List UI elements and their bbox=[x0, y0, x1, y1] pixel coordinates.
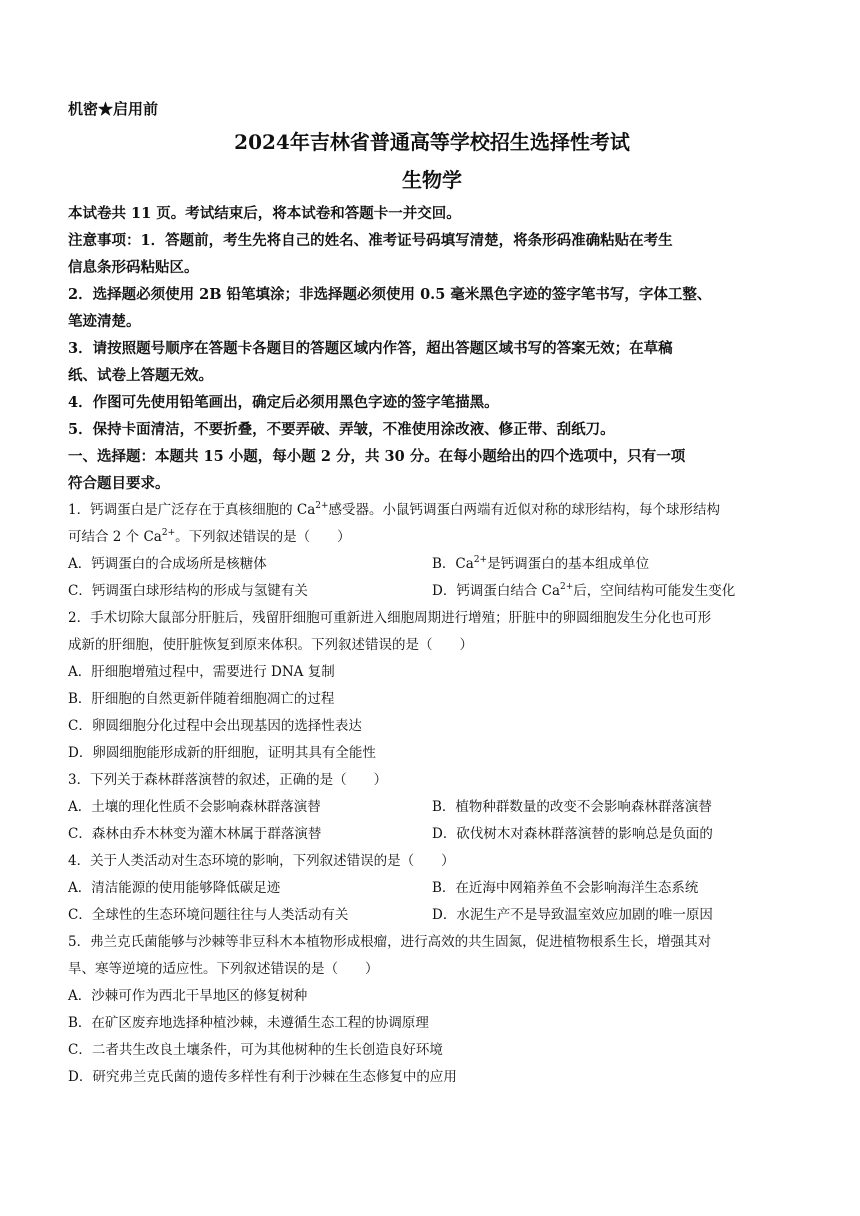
q1-superscript: 2+ bbox=[315, 501, 329, 511]
q1-text-b: 感受器。小鼠钙调蛋白两端有近似对称的球形结构，每个球形结构 bbox=[328, 502, 721, 518]
q1-option-d-text-b: 后，空间结构可能发生变化 bbox=[573, 583, 736, 599]
q1-option-b bbox=[432, 551, 796, 578]
question-2-stem-line-1: 2．手术切除大鼠部分肝脏后，残留肝细胞可重新进入细胞周期进行增殖；肝脏中的卵圆细胞发生分化也可形 bbox=[68, 610, 712, 626]
q2-option-b: B．肝细胞的自然更新伴随着细胞凋亡的过程 bbox=[68, 691, 335, 707]
question-4-stem: 4．关于人类活动对生态环境的影响，下列叙述错误的是（ ） bbox=[68, 853, 455, 869]
q1-option-b-text-a: B．Ca bbox=[432, 556, 474, 572]
q1-text-d: 。下列叙述错误的是（ ） bbox=[175, 529, 351, 545]
question-2-stem-line-2: 成新的肝细胞，使肝脏恢复到原来体积。下列叙述错误的是（ ） bbox=[68, 637, 473, 653]
q1-option-d-text-a: D．钙调蛋白结合 Ca bbox=[432, 583, 560, 599]
question-5-stem-line-2: 旱、寒等逆境的适应性。下列叙述错误的是（ ） bbox=[68, 961, 379, 977]
q1-option-c: C．钙调蛋白球形结构的形成与氢键有关 bbox=[68, 583, 308, 599]
q3-option-d: D．砍伐树木对森林群落演替的影响总是负面的 bbox=[432, 826, 713, 842]
question-2 bbox=[68, 605, 796, 767]
note-4: 4．作图可先使用铅笔画出，确定后必须用黑色字迹的签字笔描黑。 bbox=[68, 394, 499, 411]
question-4 bbox=[68, 848, 796, 929]
subject-title: 生物学 bbox=[402, 168, 462, 192]
q5-option-a: A．沙棘可作为西北干旱地区的修复树种 bbox=[68, 988, 308, 1004]
q1-superscript: 2+ bbox=[560, 582, 574, 592]
section-heading-line-1: 一、选择题：本题共 15 小题，每小题 2 分，共 30 分。在每小题给出的四个选项中，只有一项 bbox=[68, 448, 686, 465]
exam-title: 2024年吉林省普通高等学校招生选择性考试 bbox=[234, 130, 630, 154]
q1-option-b-text-b: 是钙调蛋白的基本组成单位 bbox=[487, 556, 650, 572]
q4-option-a: A．清洁能源的使用能够降低碳足迹 bbox=[68, 880, 281, 896]
q5-option-b: B．在矿区废弃地选择种植沙棘，未遵循生态工程的协调原理 bbox=[68, 1015, 429, 1031]
note-2-line-2: 笔迹清楚。 bbox=[68, 313, 141, 330]
section-heading bbox=[68, 443, 796, 497]
q3-option-a: A．土壤的理化性质不会影响森林群落演替 bbox=[68, 799, 321, 815]
q5-option-c: C．二者共生改良土壤条件，可为其他树种的生长创造良好环境 bbox=[68, 1042, 443, 1058]
question-5 bbox=[68, 929, 796, 1091]
question-1-stem-line-1 bbox=[68, 497, 796, 524]
q1-superscript: 2+ bbox=[161, 528, 176, 538]
question-3-stem: 3．下列关于森林群落演替的叙述，正确的是（ ） bbox=[68, 772, 388, 788]
section-heading-line-2: 符合题目要求。 bbox=[68, 475, 170, 492]
confidential-label: 机密★启用前 bbox=[68, 100, 159, 118]
note-3-line-2: 纸、试卷上答题无效。 bbox=[68, 367, 213, 384]
q2-option-d: D．卵圆细胞能形成新的肝细胞，证明其具有全能性 bbox=[68, 745, 376, 761]
exam-page bbox=[68, 92, 796, 1091]
q3-option-b: B．植物种群数量的改变不会影响森林群落演替 bbox=[432, 799, 712, 815]
note-3-line-1: 3．请按照题号顺序在答题卡各题目的答题区域内作答，超出答题区域书写的答案无效；在草稿 bbox=[68, 340, 673, 357]
question-1 bbox=[68, 497, 796, 605]
question-1-stem-line-2 bbox=[68, 524, 796, 551]
intro-line: 本试卷共 11 页。考试结束后，将本试卷和答题卡一并交回。 bbox=[68, 205, 461, 222]
note-1-line-2: 信息条形码粘贴区。 bbox=[68, 259, 199, 276]
q1-text-c: 可结合 2 个 Ca bbox=[68, 529, 162, 545]
q1-option-a: A．钙调蛋白的合成场所是核糖体 bbox=[68, 556, 267, 572]
q3-option-c: C．森林由乔木林变为灌木林属于群落演替 bbox=[68, 826, 322, 842]
instructions bbox=[68, 200, 796, 443]
q2-option-a: A．肝细胞增殖过程中，需要进行 DNA 复制 bbox=[68, 664, 335, 680]
question-3 bbox=[68, 767, 796, 848]
question-5-stem-line-1: 5．弗兰克氏菌能够与沙棘等非豆科木本植物形成根瘤，进行高效的共生固氮，促进植物根系生长，增强其对 bbox=[68, 934, 712, 950]
q1-superscript: 2+ bbox=[473, 555, 488, 565]
q5-option-d: D．研究弗兰克氏菌的遗传多样性有利于沙棘在生态修复中的应用 bbox=[68, 1069, 457, 1085]
q1-text-a: 1．钙调蛋白是广泛存在于真核细胞的 Ca bbox=[68, 502, 316, 518]
note-2-line-1: 2．选择题必须使用 2B 铅笔填涂；非选择题必须使用 0.5 毫米黑色字迹的签字笔书写，字体工整、 bbox=[68, 286, 712, 303]
note-1-line-1: 注意事项：1．答题前，考生先将自己的姓名、准考证号码填写清楚，将条形码准确粘贴在考生 bbox=[68, 232, 673, 249]
q4-option-c: C．全球性的生态环境问题往往与人类活动有关 bbox=[68, 907, 349, 923]
q4-option-b: B．在近海中网箱养鱼不会影响海洋生态系统 bbox=[432, 880, 699, 896]
q1-option-d bbox=[432, 578, 796, 605]
q4-option-d: D．水泥生产不是导致温室效应加剧的唯一原因 bbox=[432, 907, 713, 923]
note-5: 5．保持卡面清洁，不要折叠，不要弄破、弄皱，不准使用涂改液、修正带、刮纸刀。 bbox=[68, 421, 615, 438]
q2-option-c: C．卵圆细胞分化过程中会出现基因的选择性表达 bbox=[68, 718, 362, 734]
